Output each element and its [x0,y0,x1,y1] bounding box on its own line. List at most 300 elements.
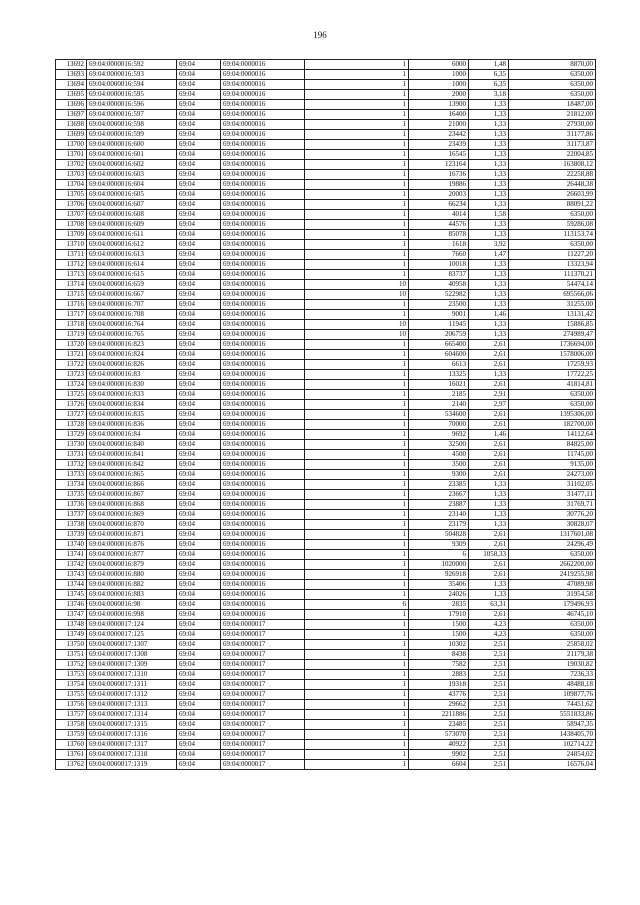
district-code-cell: 69:04 [177,590,221,600]
count-cell: 1 [305,720,409,730]
cadastral-number-cell: 69:04:0000016:83 [87,370,177,380]
value-cell: 17259,93 [509,360,596,370]
block-code-cell: 69:04:0000016 [221,310,305,320]
value-cell: 54474,14 [509,280,596,290]
block-code-cell: 69:04:0000016 [221,570,305,580]
area-cell: 16021 [409,380,469,390]
district-code-cell: 69:04 [177,150,221,160]
rate-cell: 1,33 [469,110,509,120]
district-code-cell: 69:04 [177,610,221,620]
row-number-cell: 13710 [56,240,87,250]
area-cell: 11945 [409,320,469,330]
rate-cell: 1,33 [469,150,509,160]
value-cell: 31769,71 [509,500,596,510]
block-code-cell: 69:04:0000016 [221,510,305,520]
row-number-cell: 13717 [56,310,87,320]
district-code-cell: 69:04 [177,220,221,230]
value-cell: 84825,00 [509,440,596,450]
district-code-cell: 69:04 [177,160,221,170]
cadastral-number-cell: 69:04:0000017:1315 [87,720,177,730]
count-cell: 1 [305,620,409,630]
row-number-cell: 13718 [56,320,87,330]
rate-cell: 2,61 [469,470,509,480]
district-code-cell: 69:04 [177,90,221,100]
rate-cell: 1,33 [469,490,509,500]
area-cell: 19318 [409,680,469,690]
rate-cell: 1,46 [469,430,509,440]
block-code-cell: 69:04:0000016 [221,290,305,300]
table-row [56,210,596,220]
table-row [56,380,596,390]
value-cell: 13323,94 [509,260,596,270]
area-cell: 2140 [409,400,469,410]
rate-cell: 2,61 [469,340,509,350]
cadastral-value-table [55,59,596,770]
value-cell: 2419255,98 [509,570,596,580]
block-code-cell: 69:04:0000016 [221,120,305,130]
district-code-cell: 69:04 [177,690,221,700]
cadastral-number-cell: 69:04:0000016:603 [87,170,177,180]
area-cell: 9309 [409,540,469,550]
area-cell: 43776 [409,690,469,700]
cadastral-number-cell: 69:04:0000017:1307 [87,640,177,650]
area-cell: 6 [409,550,469,560]
count-cell: 1 [305,470,409,480]
row-number-cell: 13752 [56,660,87,670]
district-code-cell: 69:04 [177,390,221,400]
rate-cell: 1058,33 [469,550,509,560]
table-row [56,480,596,490]
cadastral-number-cell: 69:04:0000016:594 [87,80,177,90]
area-cell: 19886 [409,180,469,190]
rate-cell: 1,33 [469,330,509,340]
district-code-cell: 69:04 [177,410,221,420]
cadastral-number-cell: 69:04:0000016:879 [87,560,177,570]
district-code-cell: 69:04 [177,300,221,310]
value-cell: 19030,82 [509,660,596,670]
row-number-cell: 13696 [56,100,87,110]
value-cell: 48488,18 [509,680,596,690]
district-code-cell: 69:04 [177,750,221,760]
table-row [56,570,596,580]
block-code-cell: 69:04:0000016 [221,500,305,510]
rate-cell: 2,61 [469,560,509,570]
cadastral-number-cell: 69:04:0000016:98 [87,600,177,610]
row-number-cell: 13737 [56,510,87,520]
block-code-cell: 69:04:0000016 [221,610,305,620]
area-cell: 23385 [409,480,469,490]
district-code-cell: 69:04 [177,280,221,290]
cadastral-number-cell: 69:04:0000016:611 [87,230,177,240]
area-cell: 123164 [409,160,469,170]
district-code-cell: 69:04 [177,450,221,460]
table-row [56,460,596,470]
rate-cell: 1,48 [469,60,509,70]
rate-cell: 1,33 [469,580,509,590]
cadastral-number-cell: 69:04:0000016:708 [87,310,177,320]
district-code-cell: 69:04 [177,640,221,650]
value-cell: 11745,00 [509,450,596,460]
district-code-cell: 69:04 [177,230,221,240]
value-cell: 16576,04 [509,760,596,770]
value-cell: 31177,86 [509,130,596,140]
rate-cell: 4,23 [469,620,509,630]
count-cell: 1 [305,210,409,220]
district-code-cell: 69:04 [177,130,221,140]
table-row [56,650,596,660]
table-row [56,280,596,290]
count-cell: 1 [305,380,409,390]
cadastral-number-cell: 69:04:0000016:826 [87,360,177,370]
block-code-cell: 69:04:0000016 [221,600,305,610]
rate-cell: 2,51 [469,760,509,770]
row-number-cell: 13750 [56,640,87,650]
district-code-cell: 69:04 [177,730,221,740]
cadastral-number-cell: 69:04:0000016:998 [87,610,177,620]
cadastral-number-cell: 69:04:0000016:883 [87,590,177,600]
area-cell: 4014 [409,210,469,220]
count-cell: 1 [305,530,409,540]
block-code-cell: 69:04:0000016 [221,590,305,600]
cadastral-number-cell: 69:04:0000017:1318 [87,750,177,760]
table-row [56,700,596,710]
value-cell: 58947,35 [509,720,596,730]
block-code-cell: 69:04:0000017 [221,630,305,640]
value-cell: 15886,85 [509,320,596,330]
rate-cell: 1,33 [469,300,509,310]
district-code-cell: 69:04 [177,630,221,640]
row-number-cell: 13728 [56,420,87,430]
cadastral-number-cell: 69:04:0000017:1309 [87,660,177,670]
row-number-cell: 13761 [56,750,87,760]
value-cell: 27930,00 [509,120,596,130]
value-cell: 6350,00 [509,620,596,630]
value-cell: 6350,00 [509,70,596,80]
rate-cell: 1,33 [469,160,509,170]
row-number-cell: 13760 [56,740,87,750]
cadastral-number-cell: 69:04:0000016:869 [87,510,177,520]
block-code-cell: 69:04:0000016 [221,170,305,180]
district-code-cell: 69:04 [177,270,221,280]
cadastral-number-cell: 69:04:0000016:824 [87,350,177,360]
value-cell: 1438405,70 [509,730,596,740]
value-cell: 2662200,00 [509,560,596,570]
district-code-cell: 69:04 [177,330,221,340]
rate-cell: 1,33 [469,270,509,280]
value-cell: 24296,49 [509,540,596,550]
table-row [56,400,596,410]
table-row [56,360,596,370]
table-row [56,720,596,730]
district-code-cell: 69:04 [177,520,221,530]
value-cell: 31954,58 [509,590,596,600]
value-cell: 102714,22 [509,740,596,750]
area-cell: 534600 [409,410,469,420]
area-cell: 7582 [409,660,469,670]
table-row [56,290,596,300]
value-cell: 47089,98 [509,580,596,590]
row-number-cell: 13713 [56,270,87,280]
district-code-cell: 69:04 [177,350,221,360]
count-cell: 1 [305,560,409,570]
rate-cell: 3,92 [469,240,509,250]
block-code-cell: 69:04:0000016 [221,70,305,80]
count-cell: 1 [305,150,409,160]
district-code-cell: 69:04 [177,120,221,130]
value-cell: 21179,38 [509,650,596,660]
rate-cell: 1,33 [469,260,509,270]
block-code-cell: 69:04:0000017 [221,670,305,680]
cadastral-number-cell: 69:04:0000016:609 [87,220,177,230]
count-cell: 1 [305,520,409,530]
cadastral-number-cell: 69:04:0000016:659 [87,280,177,290]
row-number-cell: 13743 [56,570,87,580]
row-number-cell: 13747 [56,610,87,620]
block-code-cell: 69:04:0000016 [221,560,305,570]
area-cell: 926918 [409,570,469,580]
table-row [56,240,596,250]
count-cell: 6 [305,600,409,610]
cadastral-number-cell: 69:04:0000016:877 [87,550,177,560]
area-cell: 3500 [409,460,469,470]
district-code-cell: 69:04 [177,100,221,110]
value-cell: 6350,00 [509,390,596,400]
value-cell: 274989,47 [509,330,596,340]
row-number-cell: 13736 [56,500,87,510]
value-cell: 1736694,00 [509,340,596,350]
area-cell: 1500 [409,620,469,630]
block-code-cell: 69:04:0000017 [221,660,305,670]
table-row [56,690,596,700]
table-row [56,470,596,480]
cadastral-number-cell: 69:04:0000016:765 [87,330,177,340]
row-number-cell: 13709 [56,230,87,240]
value-cell: 24273,00 [509,470,596,480]
count-cell: 1 [305,660,409,670]
value-cell: 26603,99 [509,190,596,200]
table-row [56,200,596,210]
block-code-cell: 69:04:0000016 [221,340,305,350]
block-code-cell: 69:04:0000016 [221,90,305,100]
row-number-cell: 13704 [56,180,87,190]
row-number-cell: 13746 [56,600,87,610]
district-code-cell: 69:04 [177,110,221,120]
row-number-cell: 13749 [56,630,87,640]
table-row [56,270,596,280]
count-cell: 10 [305,320,409,330]
area-cell: 522982 [409,290,469,300]
value-cell: 109877,76 [509,690,596,700]
area-cell: 44576 [409,220,469,230]
count-cell: 1 [305,610,409,620]
value-cell: 31477,11 [509,490,596,500]
cadastral-number-cell: 69:04:0000016:600 [87,140,177,150]
row-number-cell: 13748 [56,620,87,630]
table-row [56,390,596,400]
district-code-cell: 69:04 [177,170,221,180]
rate-cell: 2,51 [469,680,509,690]
rate-cell: 2,51 [469,690,509,700]
rate-cell: 1,33 [469,590,509,600]
table-row [56,640,596,650]
row-number-cell: 13708 [56,220,87,230]
count-cell: 1 [305,220,409,230]
row-number-cell: 13724 [56,380,87,390]
block-code-cell: 69:04:0000016 [221,400,305,410]
district-code-cell: 69:04 [177,460,221,470]
page-number: 196 [313,30,327,40]
area-cell: 16736 [409,170,469,180]
cadastral-number-cell: 69:04:0000017:1312 [87,690,177,700]
table-row [56,710,596,720]
row-number-cell: 13700 [56,140,87,150]
count-cell: 1 [305,710,409,720]
row-number-cell: 13725 [56,390,87,400]
cadastral-number-cell: 69:04:0000016:597 [87,110,177,120]
area-cell: 20003 [409,190,469,200]
table-row [56,610,596,620]
area-cell: 6613 [409,360,469,370]
count-cell: 1 [305,410,409,420]
table-row [56,730,596,740]
cadastral-number-cell: 69:04:0000016:867 [87,490,177,500]
count-cell: 1 [305,440,409,450]
rate-cell: 2,61 [469,610,509,620]
block-code-cell: 69:04:0000016 [221,240,305,250]
count-cell: 1 [305,500,409,510]
row-number-cell: 13742 [56,560,87,570]
block-code-cell: 69:04:0000016 [221,60,305,70]
area-cell: 6000 [409,60,469,70]
cadastral-number-cell: 69:04:0000016:876 [87,540,177,550]
count-cell: 1 [305,190,409,200]
cadastral-number-cell: 69:04:0000016:830 [87,380,177,390]
block-code-cell: 69:04:0000016 [221,470,305,480]
value-cell: 6350,00 [509,80,596,90]
district-code-cell: 69:04 [177,570,221,580]
table-row [56,70,596,80]
count-cell: 1 [305,680,409,690]
block-code-cell: 69:04:0000016 [221,530,305,540]
row-number-cell: 13694 [56,80,87,90]
area-cell: 16400 [409,110,469,120]
area-cell: 70000 [409,420,469,430]
value-cell: 8870,00 [509,60,596,70]
rate-cell: 1,33 [469,230,509,240]
row-number-cell: 13711 [56,250,87,260]
count-cell: 1 [305,230,409,240]
table-row [56,160,596,170]
cadastral-number-cell: 69:04:0000016:870 [87,520,177,530]
cadastral-number-cell: 69:04:0000016:605 [87,190,177,200]
cadastral-number-cell: 69:04:0000016:596 [87,100,177,110]
rate-cell: 1,33 [469,280,509,290]
rate-cell: 2,91 [469,390,509,400]
value-cell: 1578006,00 [509,350,596,360]
cadastral-number-cell: 69:04:0000017:1319 [87,760,177,770]
count-cell: 1 [305,60,409,70]
row-number-cell: 13745 [56,590,87,600]
table-row [56,630,596,640]
district-code-cell: 69:04 [177,380,221,390]
rate-cell: 1,33 [469,320,509,330]
row-number-cell: 13740 [56,540,87,550]
district-code-cell: 69:04 [177,480,221,490]
row-number-cell: 13739 [56,530,87,540]
rate-cell: 6,35 [469,80,509,90]
rate-cell: 2,51 [469,670,509,680]
rate-cell: 2,61 [469,570,509,580]
rate-cell: 1,33 [469,190,509,200]
cadastral-number-cell: 69:04:0000016:833 [87,390,177,400]
rate-cell: 1,33 [469,100,509,110]
value-cell: 11227,20 [509,250,596,260]
count-cell: 1 [305,630,409,640]
block-code-cell: 69:04:0000016 [221,410,305,420]
area-cell: 2185 [409,390,469,400]
area-cell: 1500 [409,630,469,640]
count-cell: 1 [305,490,409,500]
count-cell: 10 [305,330,409,340]
block-code-cell: 69:04:0000016 [221,390,305,400]
district-code-cell: 69:04 [177,560,221,570]
table-row [56,120,596,130]
count-cell: 1 [305,750,409,760]
block-code-cell: 69:04:0000016 [221,440,305,450]
block-code-cell: 69:04:0000016 [221,550,305,560]
cadastral-number-cell: 69:04:0000016:598 [87,120,177,130]
table-row [56,140,596,150]
rate-cell: 1,33 [469,120,509,130]
rate-cell: 2,51 [469,660,509,670]
rate-cell: 1,33 [469,290,509,300]
area-cell: 9692 [409,430,469,440]
table-row [56,170,596,180]
rate-cell: 1,47 [469,250,509,260]
value-cell: 695566,06 [509,290,596,300]
area-cell: 13900 [409,100,469,110]
block-code-cell: 69:04:0000017 [221,710,305,720]
count-cell: 1 [305,580,409,590]
count-cell: 1 [305,730,409,740]
district-code-cell: 69:04 [177,370,221,380]
value-cell: 163808,12 [509,160,596,170]
rate-cell: 2,61 [469,450,509,460]
area-cell: 10302 [409,640,469,650]
cadastral-number-cell: 69:04:0000016:667 [87,290,177,300]
area-cell: 2211886 [409,710,469,720]
block-code-cell: 69:04:0000017 [221,700,305,710]
rate-cell: 2,51 [469,750,509,760]
count-cell: 1 [305,120,409,130]
rate-cell: 2,61 [469,440,509,450]
value-cell: 18487,00 [509,100,596,110]
value-cell: 6350,00 [509,240,596,250]
area-cell: 6604 [409,760,469,770]
area-cell: 23500 [409,300,469,310]
table-row [56,300,596,310]
count-cell: 1 [305,240,409,250]
area-cell: 4500 [409,450,469,460]
row-number-cell: 13698 [56,120,87,130]
district-code-cell: 69:04 [177,500,221,510]
value-cell: 30828,07 [509,520,596,530]
block-code-cell: 69:04:0000016 [221,370,305,380]
cadastral-number-cell: 69:04:0000016:607 [87,200,177,210]
count-cell: 1 [305,420,409,430]
area-cell: 16545 [409,150,469,160]
block-code-cell: 69:04:0000016 [221,430,305,440]
